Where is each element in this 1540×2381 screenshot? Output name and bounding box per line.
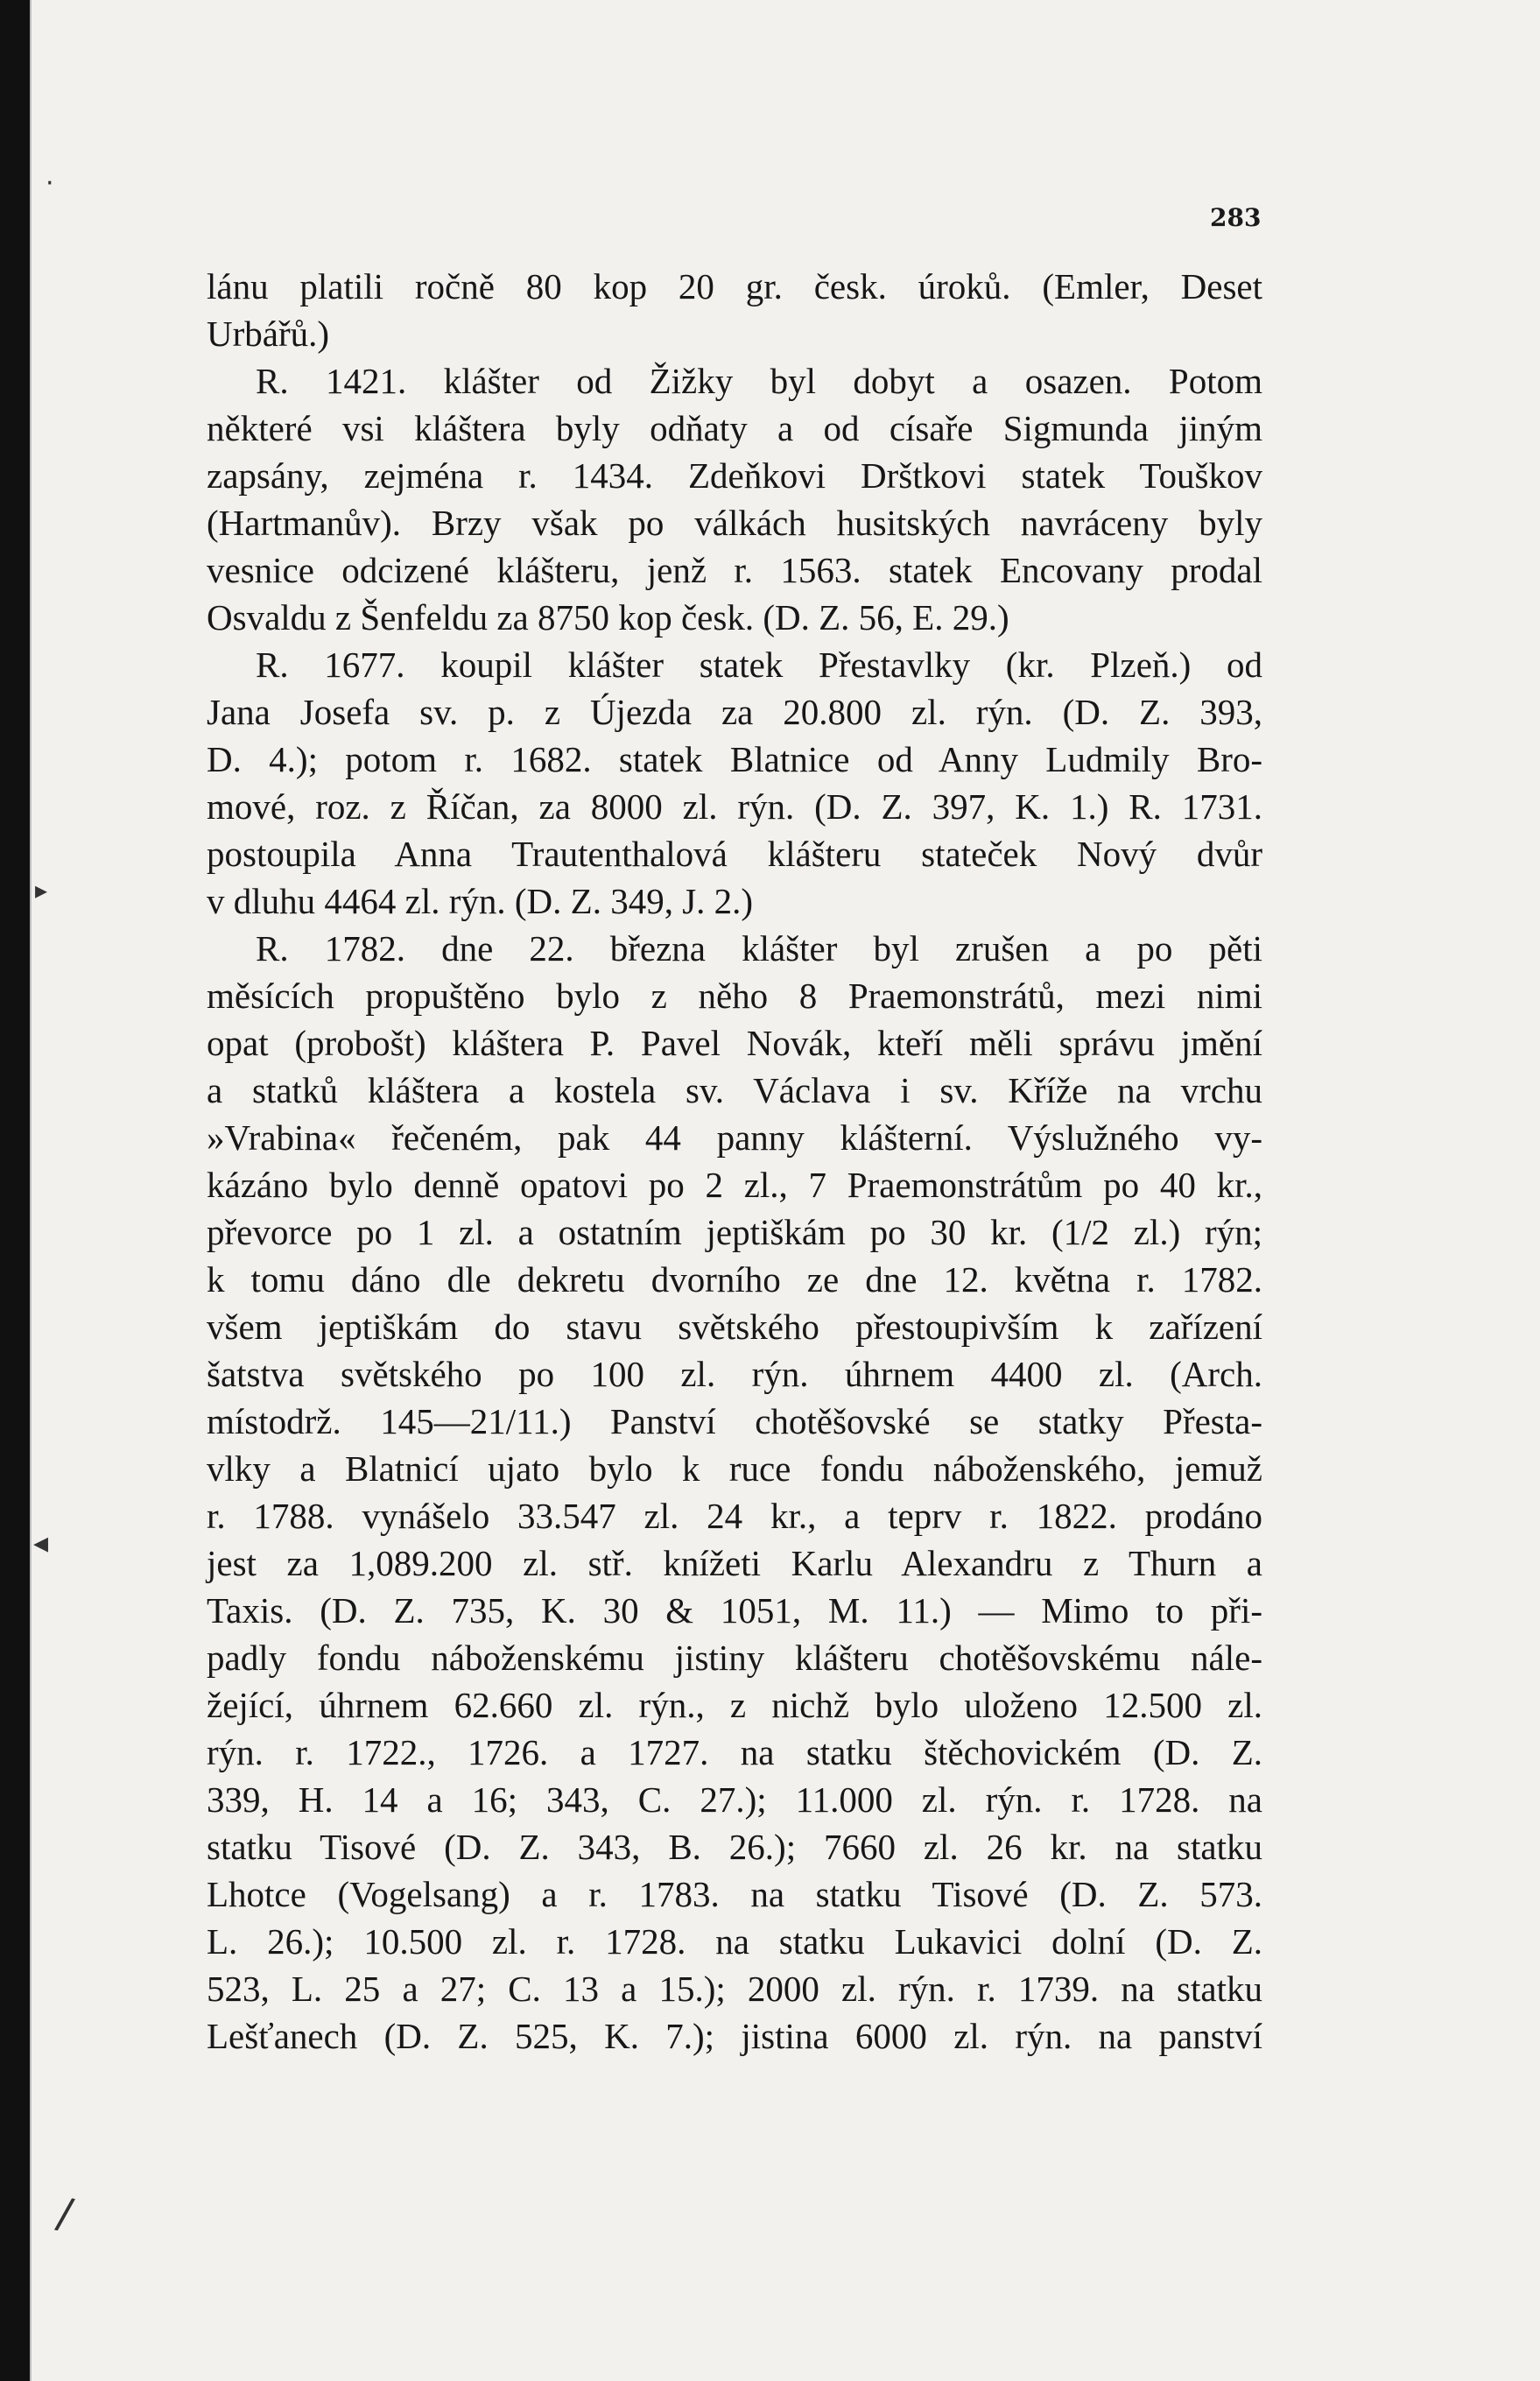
text-line: měsících propuštěno bylo z něho 8 Praemonstrátů, mezi nimi [207,976,1262,1016]
text-line: zapsány, zejména r. 1434. Zdeňkovi Drštkovi statek Touškov [207,455,1262,496]
margin-mark: · [46,168,54,199]
text-line: padly fondu náboženskému jistiny klášteru chotěšovskému nále- [207,1638,1262,1678]
text-line: Jana Josefa sv. p. z Újezda za 20.800 zl. rýn. (D. Z. 393, [207,692,1262,732]
text-line: r. 1788. vynášelo 33.547 zl. 24 kr., a teprv r. 1822. prodáno [207,1496,1262,1536]
text-line: žející, úhrnem 62.660 zl. rýn., z nichž bylo uloženo 12.500 zl. [207,1685,1262,1725]
text-line: vesnice odcizené klášteru, jenž r. 1563. statek Encovany prodal [207,550,1262,590]
text-line: a statků kláštera a kostela sv. Václava i sv. Kříže na vrchu [207,1070,1262,1110]
text-line: vlky a Blatnicí ujato bylo k ruce fondu náboženského, jemuž [207,1448,1262,1489]
text-line: 339, H. 14 a 16; 343, C. 27.); 11.000 zl. rýn. r. 1728. na [207,1779,1262,1820]
text-line: místodrž. 145—21/11.) Panství chotěšovské se statky Přesta- [207,1401,1262,1441]
text-line: L. 26.); 10.500 zl. r. 1728. na statku Lukavici dolní (D. Z. [207,1921,1262,1962]
text-line: lánu platili ročně 80 kop 20 gr. česk. úroků. (Emler, Deset [207,266,1262,306]
text-line: Urbářů.) [207,313,330,354]
margin-mark: ◂ [33,1525,49,1560]
text-line: »Vrabina« řečeném, pak 44 panny klášterní. Výslužného vy- [207,1117,1262,1158]
text-line: opat (probošt) kláštera P. Pavel Novák, kteří měli správu jmění [207,1023,1262,1063]
text-line: některé vsi kláštera byly odňaty a od císaře Sigmunda jiným [207,408,1262,448]
text-line: v dluhu 4464 zl. rýn. (D. Z. 349, J. 2.) [207,881,754,921]
text-line: k tomu dáno dle dekretu dvorního ze dne 12. května r. 1782. [207,1259,1262,1300]
text-line: Lhotce (Vogelsang) a r. 1783. na statku Tisové (D. Z. 573. [207,1874,1262,1914]
page-number: 283 [1210,203,1262,232]
text-line: šatstva světského po 100 zl. rýn. úhrnem 4400 zl. (Arch. [207,1354,1262,1394]
margin-mark: / [53,2187,77,2240]
text-line: D. 4.); potom r. 1682. statek Blatnice od Anny Ludmily Bro- [207,739,1262,779]
book-page [30,0,1540,2381]
text-line: (Hartmanův). Brzy však po válkách husitských navráceny byly [207,503,1262,543]
text-line: převorce po 1 zl. a ostatním jeptiškám po 30 kr. (1/2 zl.) rýn; [207,1212,1262,1252]
body-text [207,263,1262,2060]
text-line: statku Tisové (D. Z. 343, B. 26.); 7660 zl. 26 kr. na statku [207,1827,1262,1867]
text-line: R. 1677. koupil klášter statek Přestavlky (kr. Plzeň.) od [256,645,1262,685]
margin-mark: ▸ [35,876,48,905]
text-line: postoupila Anna Trautenthalová klášteru stateček Nový dvůr [207,834,1262,874]
text-line: Taxis. (D. Z. 735, K. 30 & 1051, M. 11.) — Mimo to při- [207,1590,1262,1631]
text-line: R. 1782. dne 22. března klášter byl zrušen a po pěti [256,928,1262,969]
text-line: Osvaldu z Šenfeldu za 8750 kop česk. (D. Z. 56, E. 29.) [207,597,1009,638]
text-line: kázáno bylo denně opatovi po 2 zl., 7 Praemonstrátům po 40 kr., [207,1165,1262,1205]
text-line: 523, L. 25 a 27; C. 13 a 15.); 2000 zl. rýn. r. 1739. na statku [207,1969,1262,2009]
text-line: všem jeptiškám do stavu světského přestoupivším k zařízení [207,1307,1262,1347]
text-line: jest za 1,089.200 zl. stř. knížeti Karlu Alexandru z Thurn a [207,1543,1262,1583]
text-line: rýn. r. 1722., 1726. a 1727. na statku štěchovickém (D. Z. [207,1732,1262,1772]
text-line: R. 1421. klášter od Žižky byl dobyt a osazen. Potom [256,361,1262,401]
text-line: Lešťanech (D. Z. 525, K. 7.); jistina 6000 zl. rýn. na panství [207,2016,1262,2056]
text-line: mové, roz. z Říčan, za 8000 zl. rýn. (D. Z. 397, K. 1.) R. 1731. [207,786,1262,827]
